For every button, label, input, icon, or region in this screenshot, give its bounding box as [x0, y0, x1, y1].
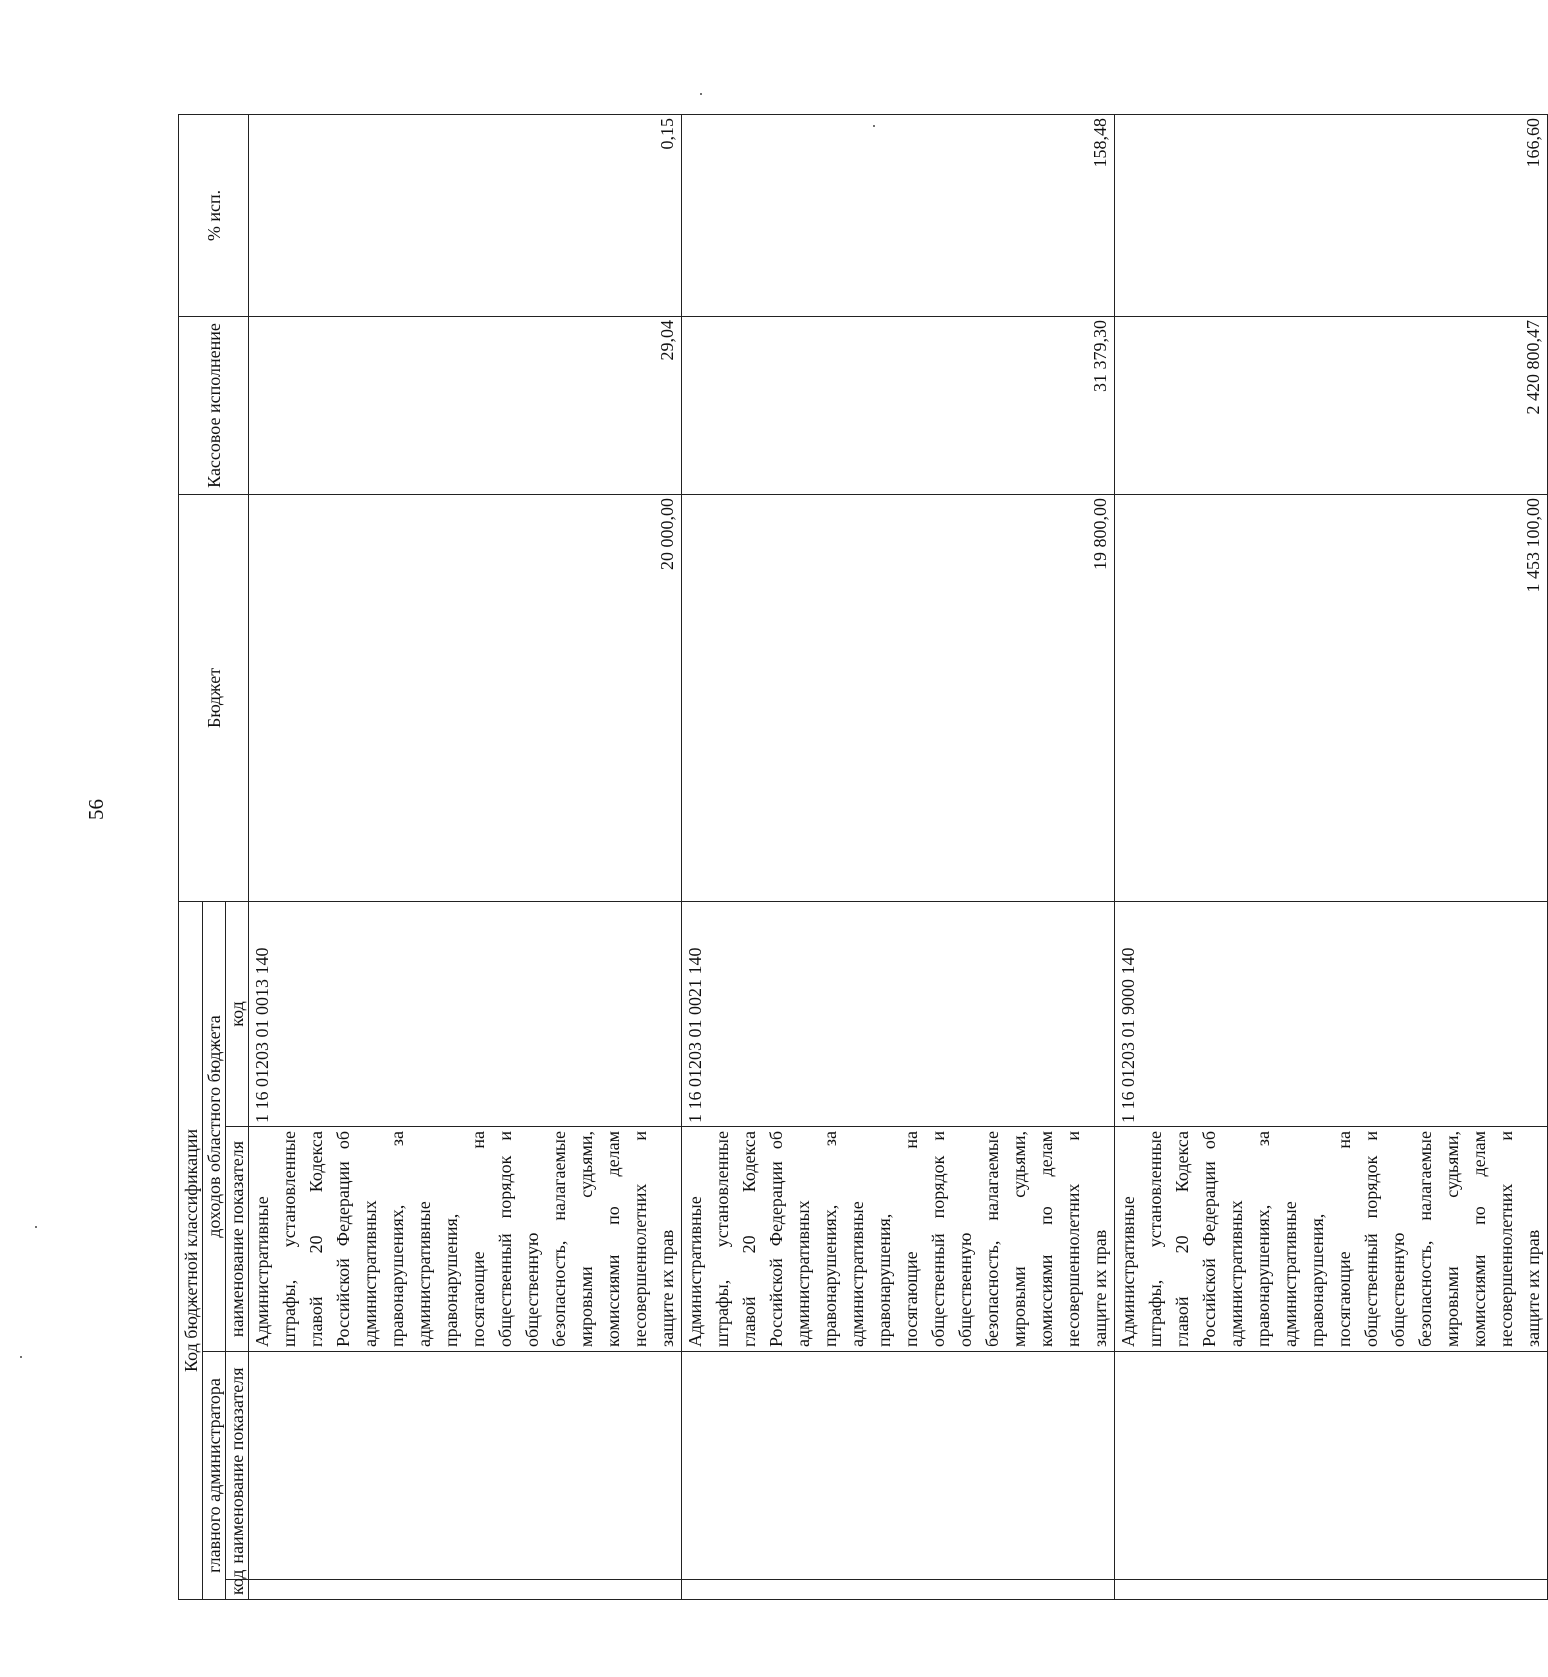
scan-speck [35, 1226, 37, 1228]
percent-cell: 0,15 [249, 114, 682, 316]
table-row [1115, 114, 1548, 1599]
budget-table-container [178, 115, 1543, 1600]
scan-speck [700, 93, 702, 95]
header-percent: % исп. [179, 114, 249, 316]
header-budget-classification: Код бюджетной классификации [179, 901, 203, 1599]
budget-cell: 1 453 100,00 [1115, 494, 1548, 901]
admin-code-cell [682, 1580, 1115, 1600]
budget-cell: 19 800,00 [682, 494, 1115, 901]
admin-name-cell [249, 1352, 682, 1580]
table-row [682, 114, 1115, 1599]
header-admin-code: код [226, 1580, 249, 1600]
header-execution: Кассовое исполнение [179, 316, 249, 494]
budget-cell: 20 000,00 [249, 494, 682, 901]
admin-name-cell [682, 1352, 1115, 1580]
percent-cell: 166,60 [1115, 114, 1548, 316]
income-description-cell: Административные штрафы, установленные главой 20 Кодекса Российской Федерации об административных правонарушениях, за административные правонарушения, посягающие на общественный порядок и общественную безопасность, налагаемые мировыми судьями, комиссиями по делам несовершеннолетних и защите их прав [1115, 1127, 1548, 1352]
income-description-cell: Административные штрафы, установленные главой 20 Кодекса Российской Федерации об административных правонарушениях, за административные правонарушения, посягающие на общественный порядок и общественную безопасность, налагаемые мировыми судьями, комиссиями по делам несовершеннолетних и защите их прав [682, 1127, 1115, 1352]
table-row [249, 114, 682, 1599]
admin-name-cell [1115, 1352, 1548, 1580]
percent-cell: 158,48 [682, 114, 1115, 316]
income-description-cell: Административные штрафы, установленные главой 20 Кодекса Российской Федерации об административных правонарушениях, за административные правонарушения, посягающие на общественный порядок и общественную безопасность, налагаемые мировыми судьями, комиссиями по делам несовершеннолетних и защите их прав [249, 1127, 682, 1352]
execution-cell: 31 379,30 [682, 316, 1115, 494]
income-code-cell: 1 16 01203 01 0013 140 [249, 901, 682, 1126]
admin-code-cell [1115, 1580, 1548, 1600]
header-admin-name: наименование показателя [226, 1352, 249, 1580]
header-budget: Бюджет [179, 494, 249, 901]
execution-cell: 29,04 [249, 316, 682, 494]
header-income-code: код [226, 901, 249, 1126]
admin-code-cell [249, 1580, 682, 1600]
scan-speck [873, 125, 875, 127]
income-code-cell: 1 16 01203 01 0021 140 [682, 901, 1115, 1126]
header-main-administrator: главного администратора [203, 1352, 226, 1600]
budget-table [178, 114, 1548, 1600]
page-number: 56 [84, 799, 108, 820]
income-code-cell: 1 16 01203 01 9000 140 [1115, 901, 1548, 1126]
header-income-name: наименование показателя [226, 1127, 249, 1352]
execution-cell: 2 420 800,47 [1115, 316, 1548, 494]
header-regional-income: доходов областного бюджета [203, 901, 226, 1351]
scan-speck [20, 1356, 22, 1358]
